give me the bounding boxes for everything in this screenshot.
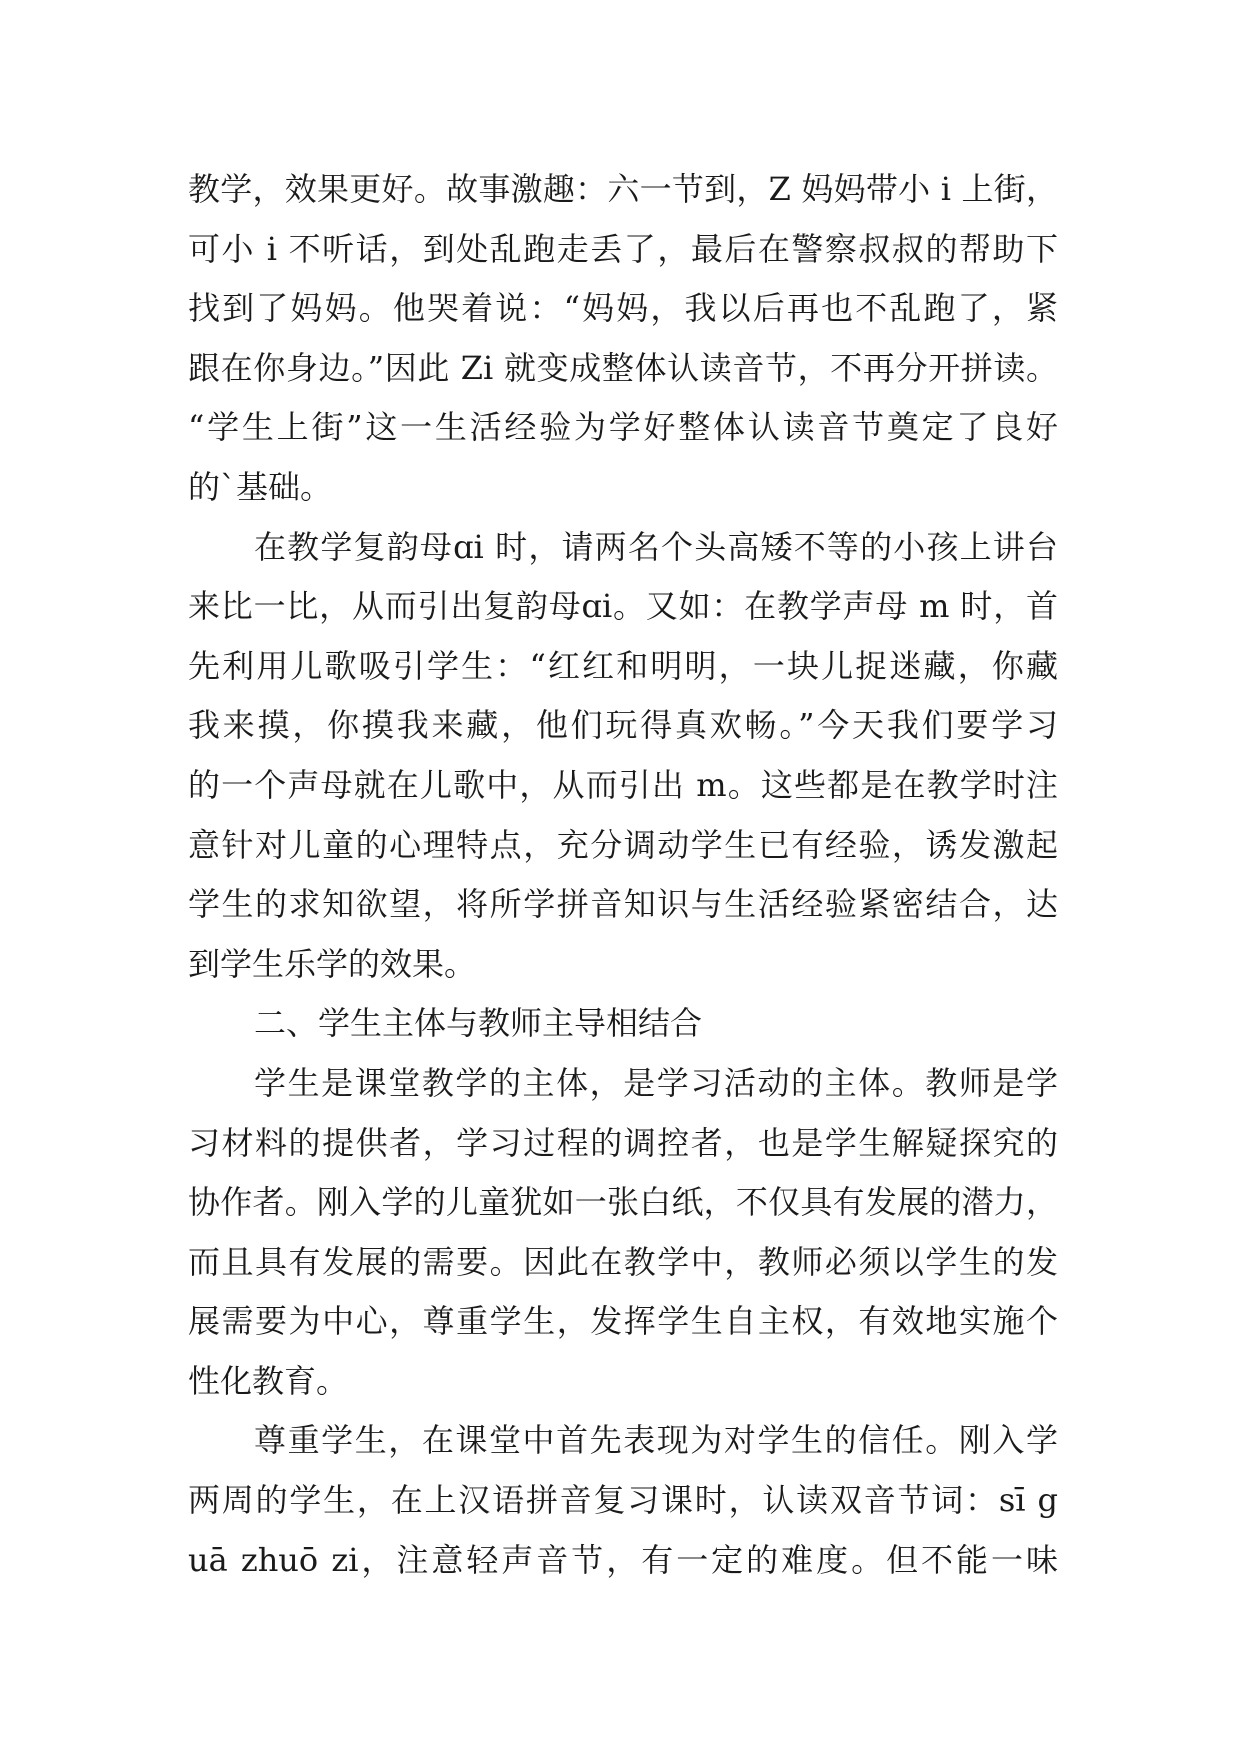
text-line: 的`基础。	[188, 467, 333, 506]
paragraph-first-line: 在教学复韵母ɑi 时，请两名个头高矮不等的小孩上讲台	[254, 527, 1058, 566]
text-line: 学生的求知欲望，将所学拼音知识与生活经验紧密结合，达	[188, 885, 1058, 924]
text-line: 我来摸，你摸我来藏，他们玩得真欢畅。”今天我们要学习	[188, 706, 1058, 745]
text-line: 找到了妈妈。他哭着说：“妈妈，我以后再也不乱跑了，紧	[188, 289, 1058, 328]
text-line: 到学生乐学的效果。	[188, 944, 477, 983]
text-line: 意针对儿童的心理特点，充分调动学生已有经验，诱发激起	[188, 825, 1058, 864]
body-text	[188, 160, 1058, 1590]
text-line: “学生上街”这一生活经验为学好整体认读音节奠定了良好	[188, 408, 1058, 447]
text-line: 教学，效果更好。故事激趣：六一节到，Z 妈妈带小 i 上街，	[188, 170, 1058, 208]
paragraph-first-line: 尊重学生，在课堂中首先表现为对学生的信任。刚入学	[254, 1421, 1058, 1460]
text-line: 可小 i 不听话，到处乱跑走丢了，最后在警察叔叔的帮助下	[188, 229, 1058, 268]
text-line: uā zhuō zi，注意轻声音节，有一定的难度。但不能一味	[188, 1540, 1058, 1579]
text-line: 先利用儿歌吸引学生：“红红和明明，一块儿捉迷藏，你藏	[188, 646, 1058, 685]
text-line: 跟在你身边。”因此 Zi 就变成整体认读音节，不再分开拼读。	[188, 348, 1058, 387]
paragraph-first-line: 学生是课堂教学的主体，是学习活动的主体。教师是学	[254, 1063, 1058, 1102]
text-line: 的一个声母就在儿歌中，从而引出 m。这些都是在教学时注	[188, 765, 1058, 804]
text-line: 两周的学生，在上汉语拼音复习课时，认读双音节词：sī g	[188, 1481, 1058, 1520]
section-heading: 二、学生主体与教师主导相结合	[254, 1004, 703, 1043]
text-line: 协作者。刚入学的儿童犹如一张白纸，不仅具有发展的潜力，	[188, 1183, 1058, 1222]
text-line: 来比一比，从而引出复韵母ɑi。又如：在教学声母 m 时，首	[188, 587, 1058, 626]
text-line: 而且具有发展的需要。因此在教学中，教师必须以学生的发	[188, 1242, 1058, 1281]
text-line: 习材料的提供者，学习过程的调控者，也是学生解疑探究的	[188, 1123, 1058, 1162]
text-line: 性化教育。	[188, 1361, 349, 1400]
text-line: 展需要为中心，尊重学生，发挥学生自主权，有效地实施个	[188, 1302, 1058, 1341]
